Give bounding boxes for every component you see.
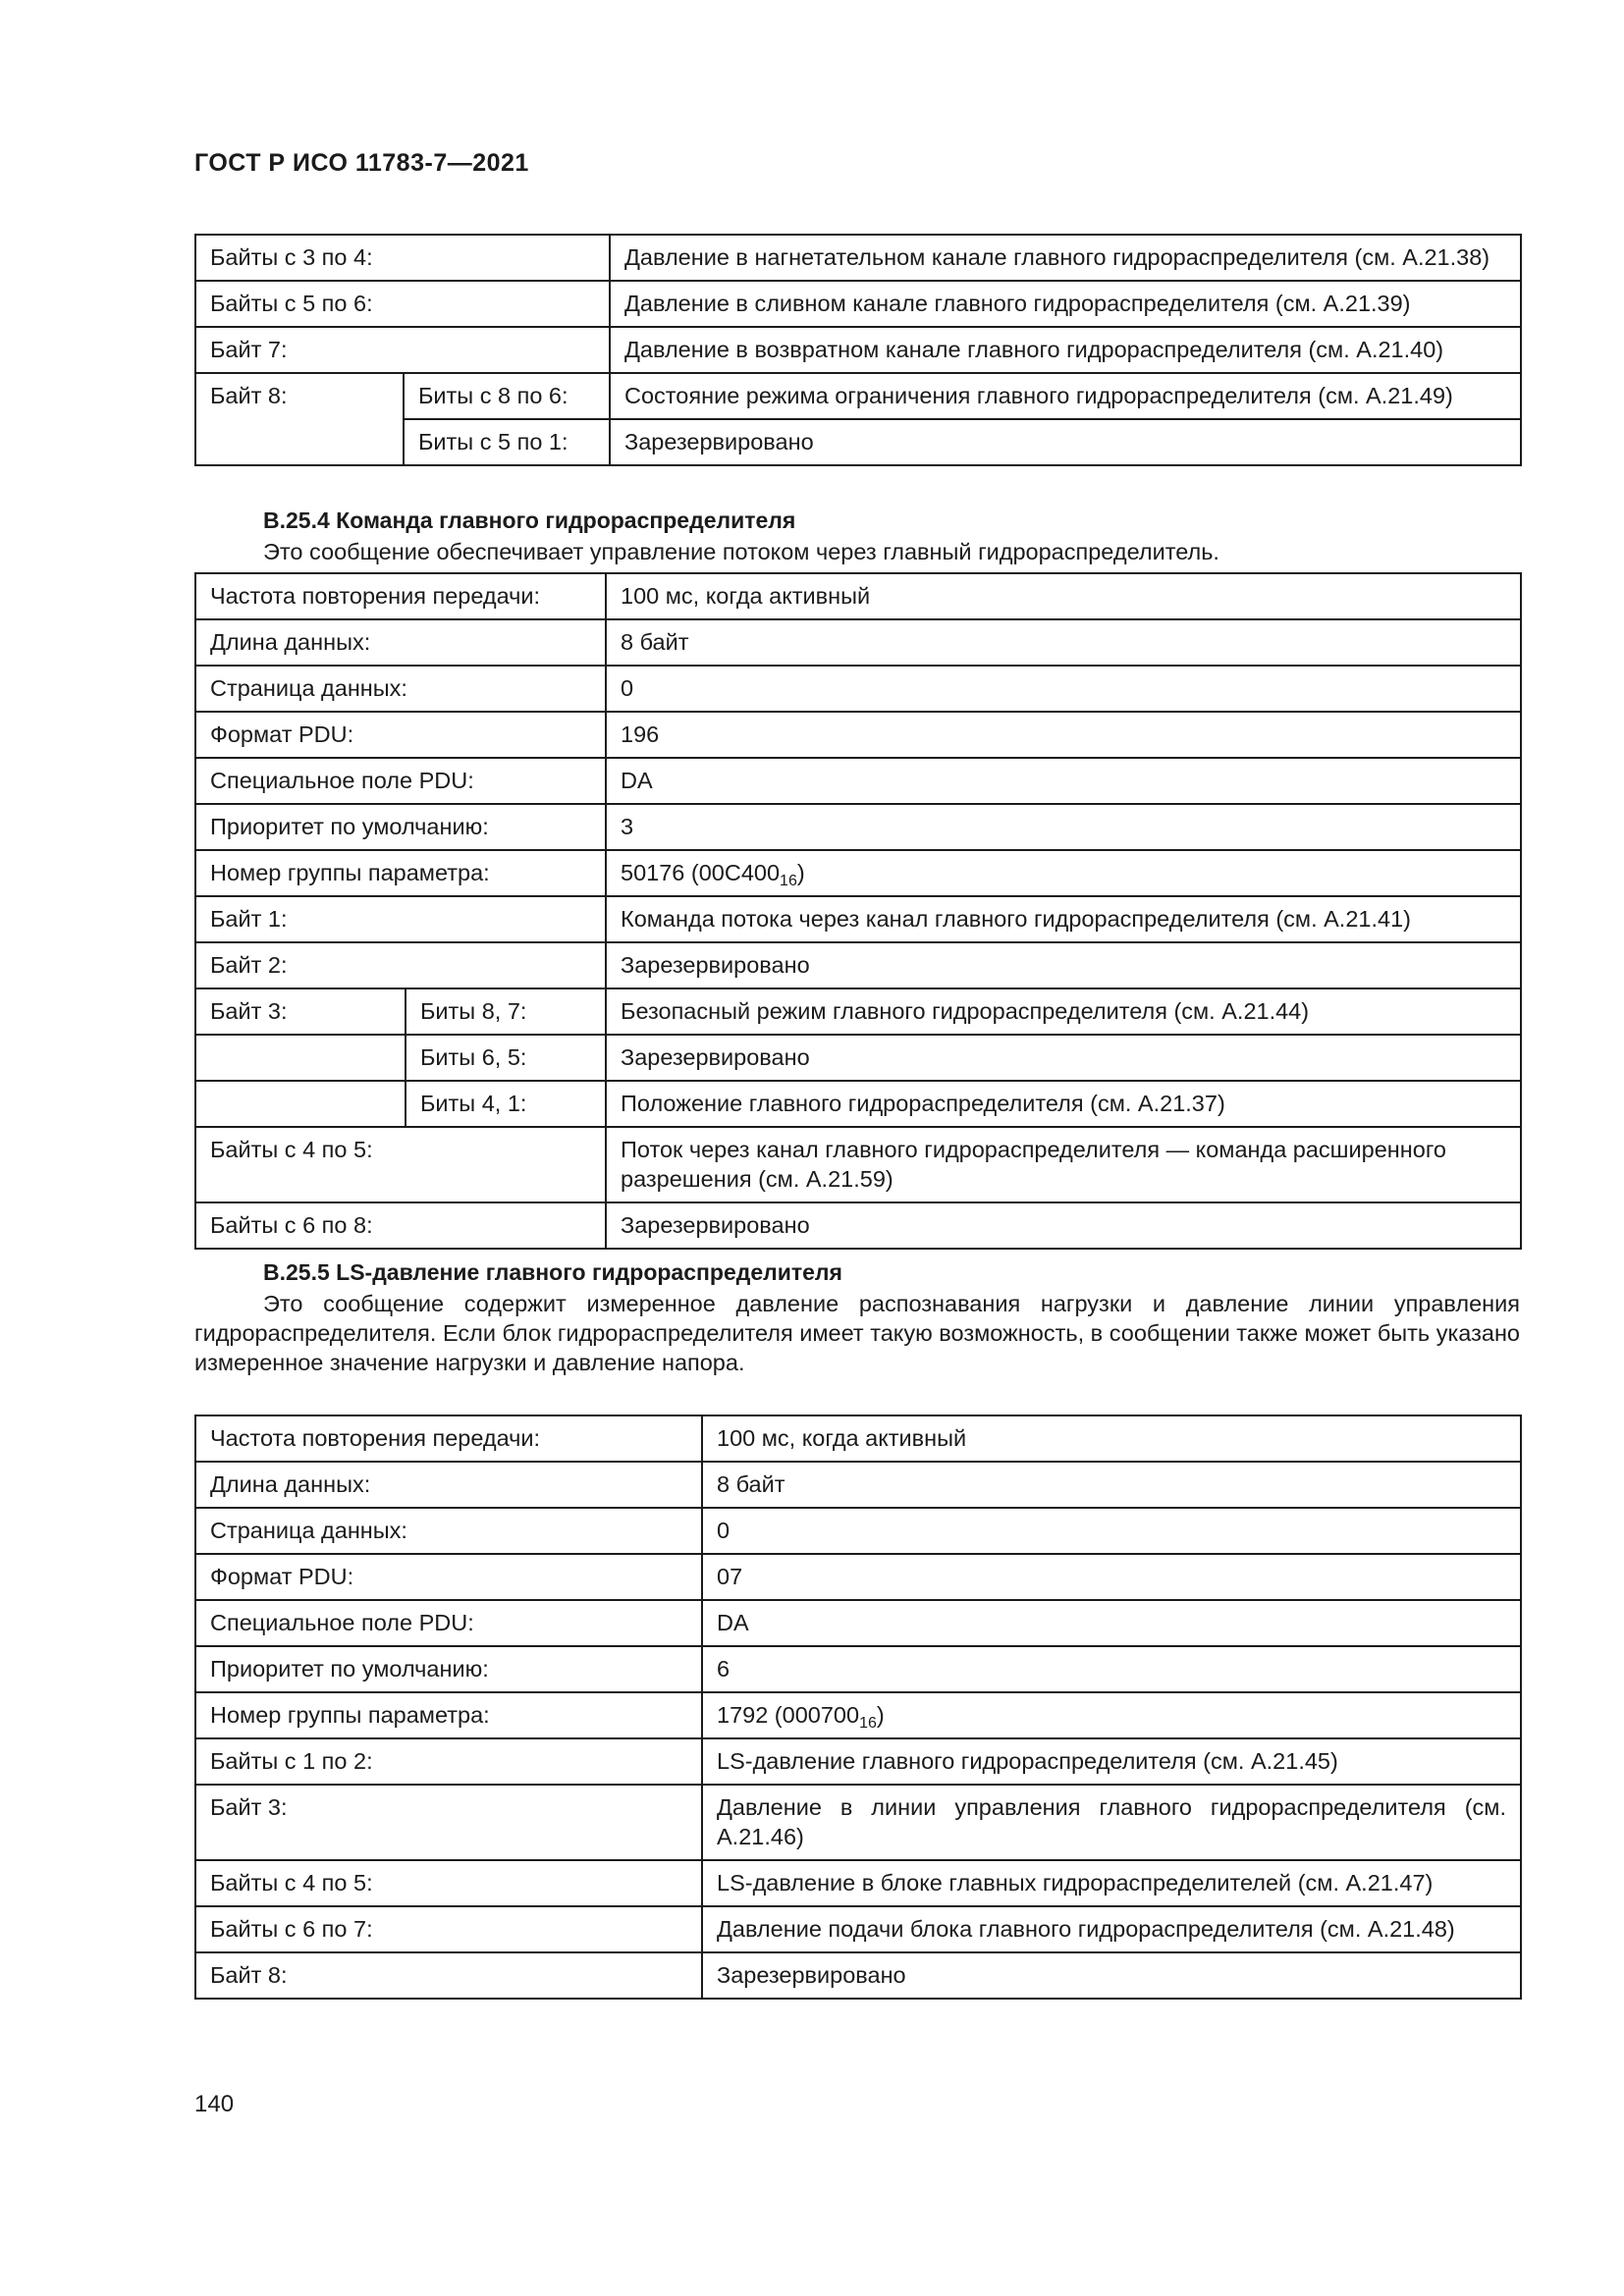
row-value: Зарезервировано (702, 1952, 1521, 1999)
table-row (195, 1554, 1521, 1600)
section-paragraph-b255: Это сообщение содержит измеренное давление распознавания нагрузки и давление линии управления гидрораспределителя. Если блок гидрораспределителя имеет такую возможность, в сообщении также может быть указано измеренное значение нагрузки и давление напора. (194, 1291, 1520, 1375)
table-row (195, 327, 1521, 373)
table-row (195, 235, 1521, 281)
row-value: 6 (702, 1646, 1521, 1692)
row-value: Команда потока через канал главного гидрораспределителя (см. А.21.41) (606, 896, 1521, 942)
pgn-value: 50176 (00С400 (621, 860, 781, 885)
hex-subscript: 16 (859, 1715, 877, 1732)
row-value: Давление в линии управления главного гидрораспределителя (см. А.21.46) (702, 1785, 1521, 1860)
table-b253-continued (194, 234, 1522, 466)
row-value: Давление подачи блока главного гидрораспределителя (см. А.21.48) (702, 1906, 1521, 1952)
table-row (195, 666, 1521, 712)
table-row (195, 850, 1521, 896)
table-row (195, 942, 1521, 988)
row-sublabel: Биты 4, 1: (406, 1081, 606, 1127)
row-label: Байты с 4 по 5: (195, 1127, 606, 1202)
section-paragraph-b254: Это сообщение обеспечивает управление потоком через главный гидрораспределитель. (263, 539, 1219, 564)
table-row (195, 1785, 1521, 1860)
table-row (195, 712, 1521, 758)
table-row (195, 1081, 1521, 1127)
row-label: Специальное поле PDU: (195, 1600, 702, 1646)
row-value: 0 (702, 1508, 1521, 1554)
table-row (195, 1952, 1521, 1999)
row-sublabel: Биты 6, 5: (406, 1035, 606, 1081)
row-label: Длина данных: (195, 1462, 702, 1508)
row-label: Приоритет по умолчанию: (195, 804, 606, 850)
table-row (195, 373, 1521, 419)
row-label: Байты с 4 по 5: (195, 1860, 702, 1906)
table-row (195, 1127, 1521, 1202)
row-label: Байт 3: (195, 1785, 702, 1860)
row-value: Зарезервировано (606, 942, 1521, 988)
row-value (702, 1692, 1521, 1738)
row-value: 196 (606, 712, 1521, 758)
row-label: Байт 8: (195, 1952, 702, 1999)
table-b255 (194, 1415, 1522, 2000)
pgn-value: 1792 (000700 (717, 1702, 860, 1728)
row-sublabel: Биты с 5 по 1: (404, 419, 610, 465)
row-value: Зарезервировано (606, 1035, 1521, 1081)
section-heading-b254: В.25.4 Команда главного гидрораспределителя (263, 507, 796, 533)
table-row (195, 1738, 1521, 1785)
row-value: Безопасный режим главного гидрораспределителя (см. А.21.44) (606, 988, 1521, 1035)
row-value: DA (702, 1600, 1521, 1646)
row-label: Частота повторения передачи: (195, 573, 606, 619)
row-value: 3 (606, 804, 1521, 850)
row-label: Байты с 5 по 6: (195, 281, 610, 327)
row-sublabel: Биты 8, 7: (406, 988, 606, 1035)
row-label (195, 1081, 406, 1127)
row-label: Байт 1: (195, 896, 606, 942)
row-value: Зарезервировано (606, 1202, 1521, 1249)
table-row (195, 1600, 1521, 1646)
hex-subscript: 16 (780, 873, 797, 889)
row-value: LS-давление главного гидрораспределителя (см. А.21.45) (702, 1738, 1521, 1785)
section-heading-b255: В.25.5 LS-давление главного гидрораспределителя (263, 1259, 842, 1285)
row-value: 07 (702, 1554, 1521, 1600)
table-row (195, 281, 1521, 327)
row-label: Байт 3: (195, 988, 406, 1035)
table-row (195, 896, 1521, 942)
row-label: Байт 8: (195, 373, 404, 465)
row-label: Номер группы параметра: (195, 850, 606, 896)
row-value: 100 мс, когда активный (606, 573, 1521, 619)
row-value (606, 850, 1521, 896)
row-value: Поток через канал главного гидрораспределителя — команда расширенного разрешения (см. А.21.59) (606, 1127, 1521, 1202)
table-row (195, 1202, 1521, 1249)
row-label: Байты с 6 по 8: (195, 1202, 606, 1249)
table-row (195, 573, 1521, 619)
pgn-value-end: ) (876, 1702, 885, 1728)
row-value: Давление в нагнетательном канале главного гидрораспределителя (см. А.21.38) (610, 235, 1521, 281)
row-label: Байты с 1 по 2: (195, 1738, 702, 1785)
table-row (195, 1415, 1521, 1462)
row-value: Положение главного гидрораспределителя (см. А.21.37) (606, 1081, 1521, 1127)
row-label: Байты с 6 по 7: (195, 1906, 702, 1952)
table-row (195, 1035, 1521, 1081)
row-value: Состояние режима ограничения главного гидрораспределителя (см. А.21.49) (610, 373, 1521, 419)
row-value: DA (606, 758, 1521, 804)
row-label: Страница данных: (195, 666, 606, 712)
row-sublabel: Биты с 8 по 6: (404, 373, 610, 419)
row-label (195, 1035, 406, 1081)
table-row (195, 1906, 1521, 1952)
row-value: 8 байт (702, 1462, 1521, 1508)
table-row (195, 988, 1521, 1035)
table-row (195, 758, 1521, 804)
table-row (195, 1692, 1521, 1738)
row-value: Давление в сливном канале главного гидрораспределителя (см. А.21.39) (610, 281, 1521, 327)
page-number: 140 (194, 2091, 235, 2117)
table-row (195, 1646, 1521, 1692)
row-label: Приоритет по умолчанию: (195, 1646, 702, 1692)
row-value: 100 мс, когда активный (702, 1415, 1521, 1462)
row-value: 0 (606, 666, 1521, 712)
row-label: Номер группы параметра: (195, 1692, 702, 1738)
row-label: Байт 7: (195, 327, 610, 373)
table-row (195, 619, 1521, 666)
pgn-value-end: ) (796, 860, 805, 885)
row-label: Байт 2: (195, 942, 606, 988)
row-label: Байты с 3 по 4: (195, 235, 610, 281)
row-value: 8 байт (606, 619, 1521, 666)
document-header: ГОСТ Р ИСО 11783-7—2021 (194, 149, 529, 177)
row-value: Давление в возвратном канале главного гидрораспределителя (см. А.21.40) (610, 327, 1521, 373)
table-row (195, 804, 1521, 850)
row-value: Зарезервировано (610, 419, 1521, 465)
table-b254 (194, 572, 1522, 1250)
table-row (195, 1462, 1521, 1508)
table-row (195, 1508, 1521, 1554)
row-label: Специальное поле PDU: (195, 758, 606, 804)
row-label: Длина данных: (195, 619, 606, 666)
row-label: Страница данных: (195, 1508, 702, 1554)
row-label: Формат PDU: (195, 712, 606, 758)
row-value: LS-давление в блоке главных гидрораспределителей (см. А.21.47) (702, 1860, 1521, 1906)
table-row (195, 1860, 1521, 1906)
row-label: Формат PDU: (195, 1554, 702, 1600)
row-label: Частота повторения передачи: (195, 1415, 702, 1462)
